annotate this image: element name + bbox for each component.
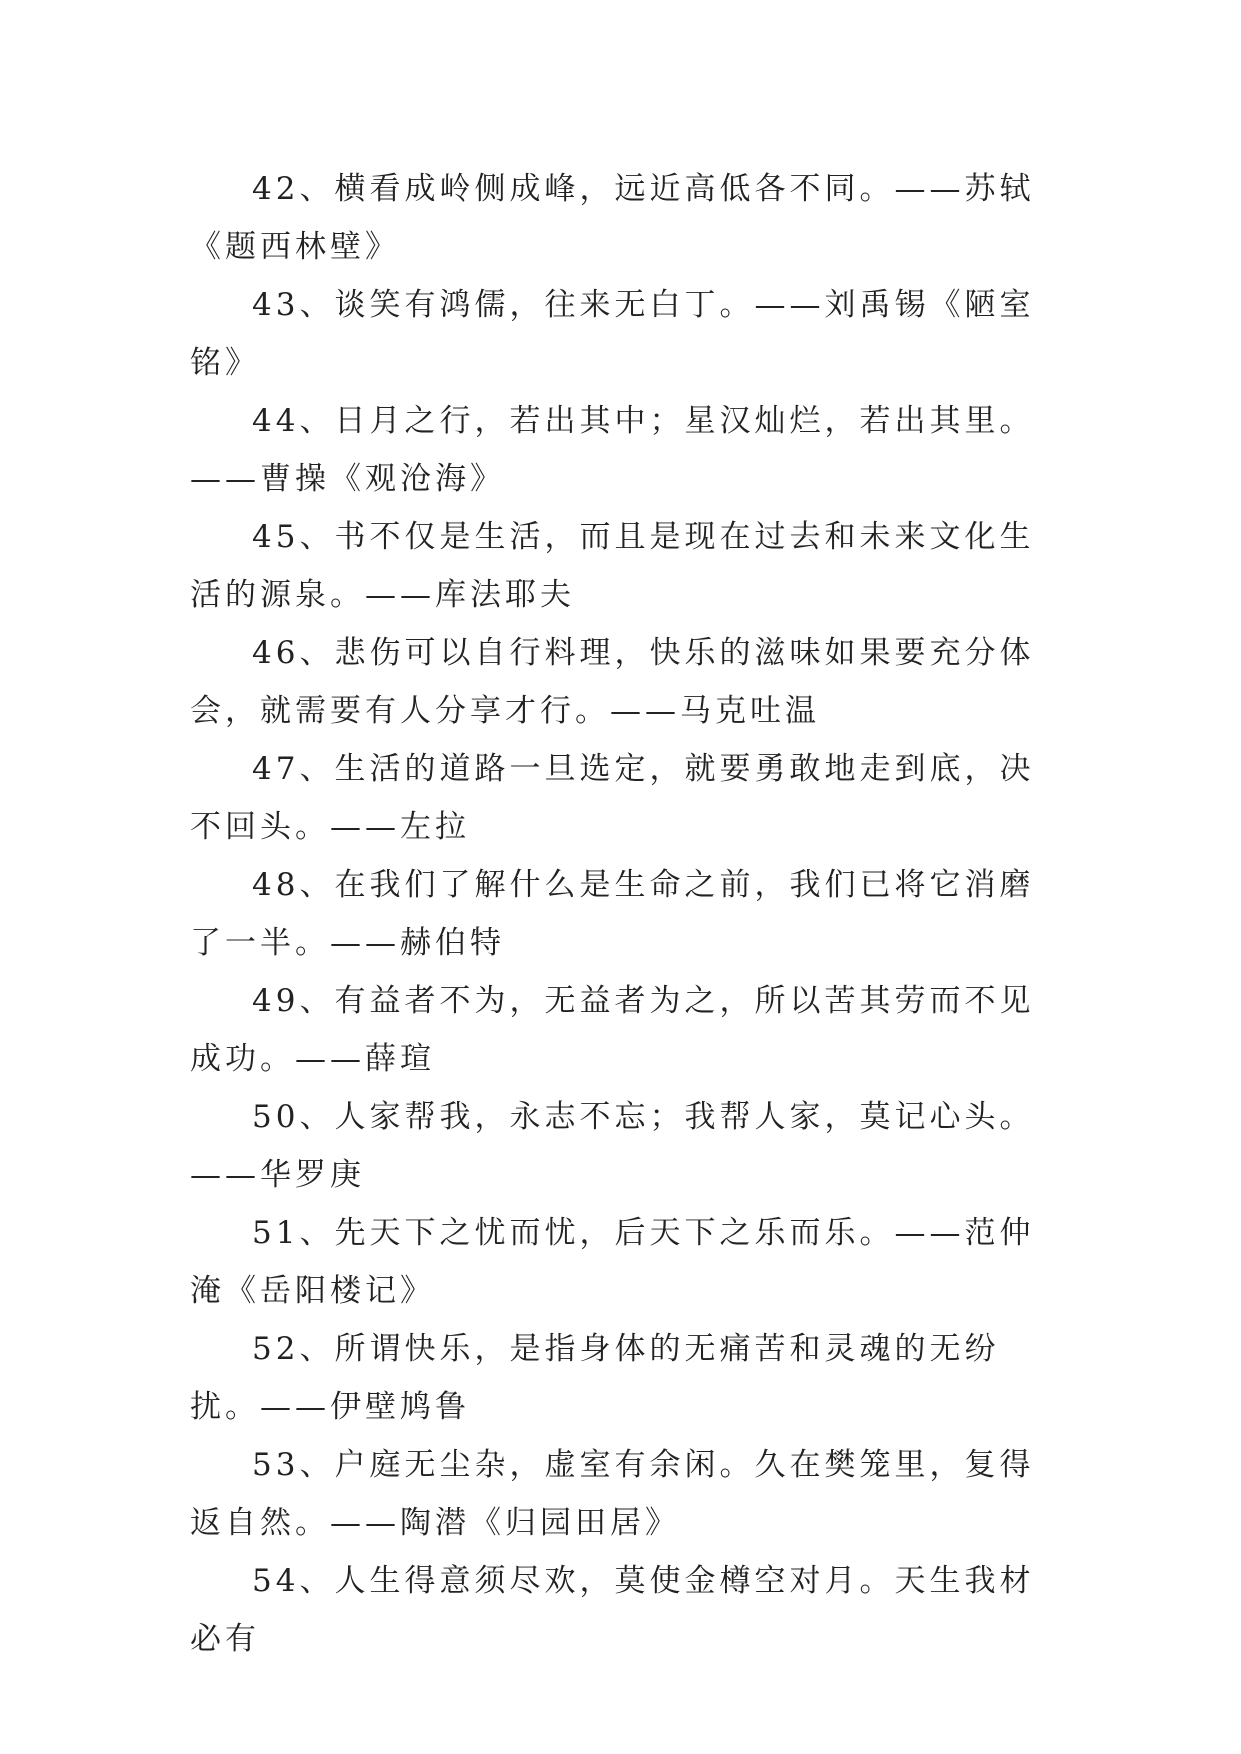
quote-paragraph-49: 49、有益者不为，无益者为之，所以苦其劳而不见成功。——薛瑄 (190, 983, 1035, 1077)
quote-list (190, 160, 1050, 1668)
quote-paragraph-54: 54、人生得意须尽欢，莫使金樽空对月。天生我材必有 (190, 1563, 1035, 1657)
quote-paragraph-44: 44、日月之行，若出其中；星汉灿烂，若出其里。——曹操《观沧海》 (190, 403, 1035, 497)
quote-paragraph-50: 50、人家帮我，永志不忘；我帮人家，莫记心头。——华罗庚 (190, 1099, 1035, 1193)
quote-paragraph-47: 47、生活的道路一旦选定，就要勇敢地走到底，决不回头。——左拉 (190, 751, 1035, 845)
quote-paragraph-42: 42、横看成岭侧成峰，远近高低各不同。——苏轼《题西林壁》 (190, 171, 1035, 265)
quote-paragraph-43: 43、谈笑有鸿儒，往来无白丁。——刘禹锡《陋室铭》 (190, 287, 1035, 381)
quote-paragraph-52: 52、所谓快乐，是指身体的无痛苦和灵魂的无纷扰。——伊壁鸠鲁 (190, 1331, 1000, 1425)
quote-paragraph-46: 46、悲伤可以自行料理，快乐的滋味如果要充分体会，就需要有人分享才行。——马克吐温 (190, 635, 1035, 729)
quote-paragraph-48: 48、在我们了解什么是生命之前，我们已将它消磨了一半。——赫伯特 (190, 867, 1035, 961)
quote-paragraph-45: 45、书不仅是生活，而且是现在过去和未来文化生活的源泉。——库法耶夫 (190, 519, 1035, 613)
quote-paragraph-53: 53、户庭无尘杂，虚室有余闲。久在樊笼里，复得返自然。——陶潜《归园田居》 (190, 1447, 1035, 1541)
quote-paragraph-51: 51、先天下之忧而忧，后天下之乐而乐。——范仲淹《岳阳楼记》 (190, 1215, 1035, 1309)
